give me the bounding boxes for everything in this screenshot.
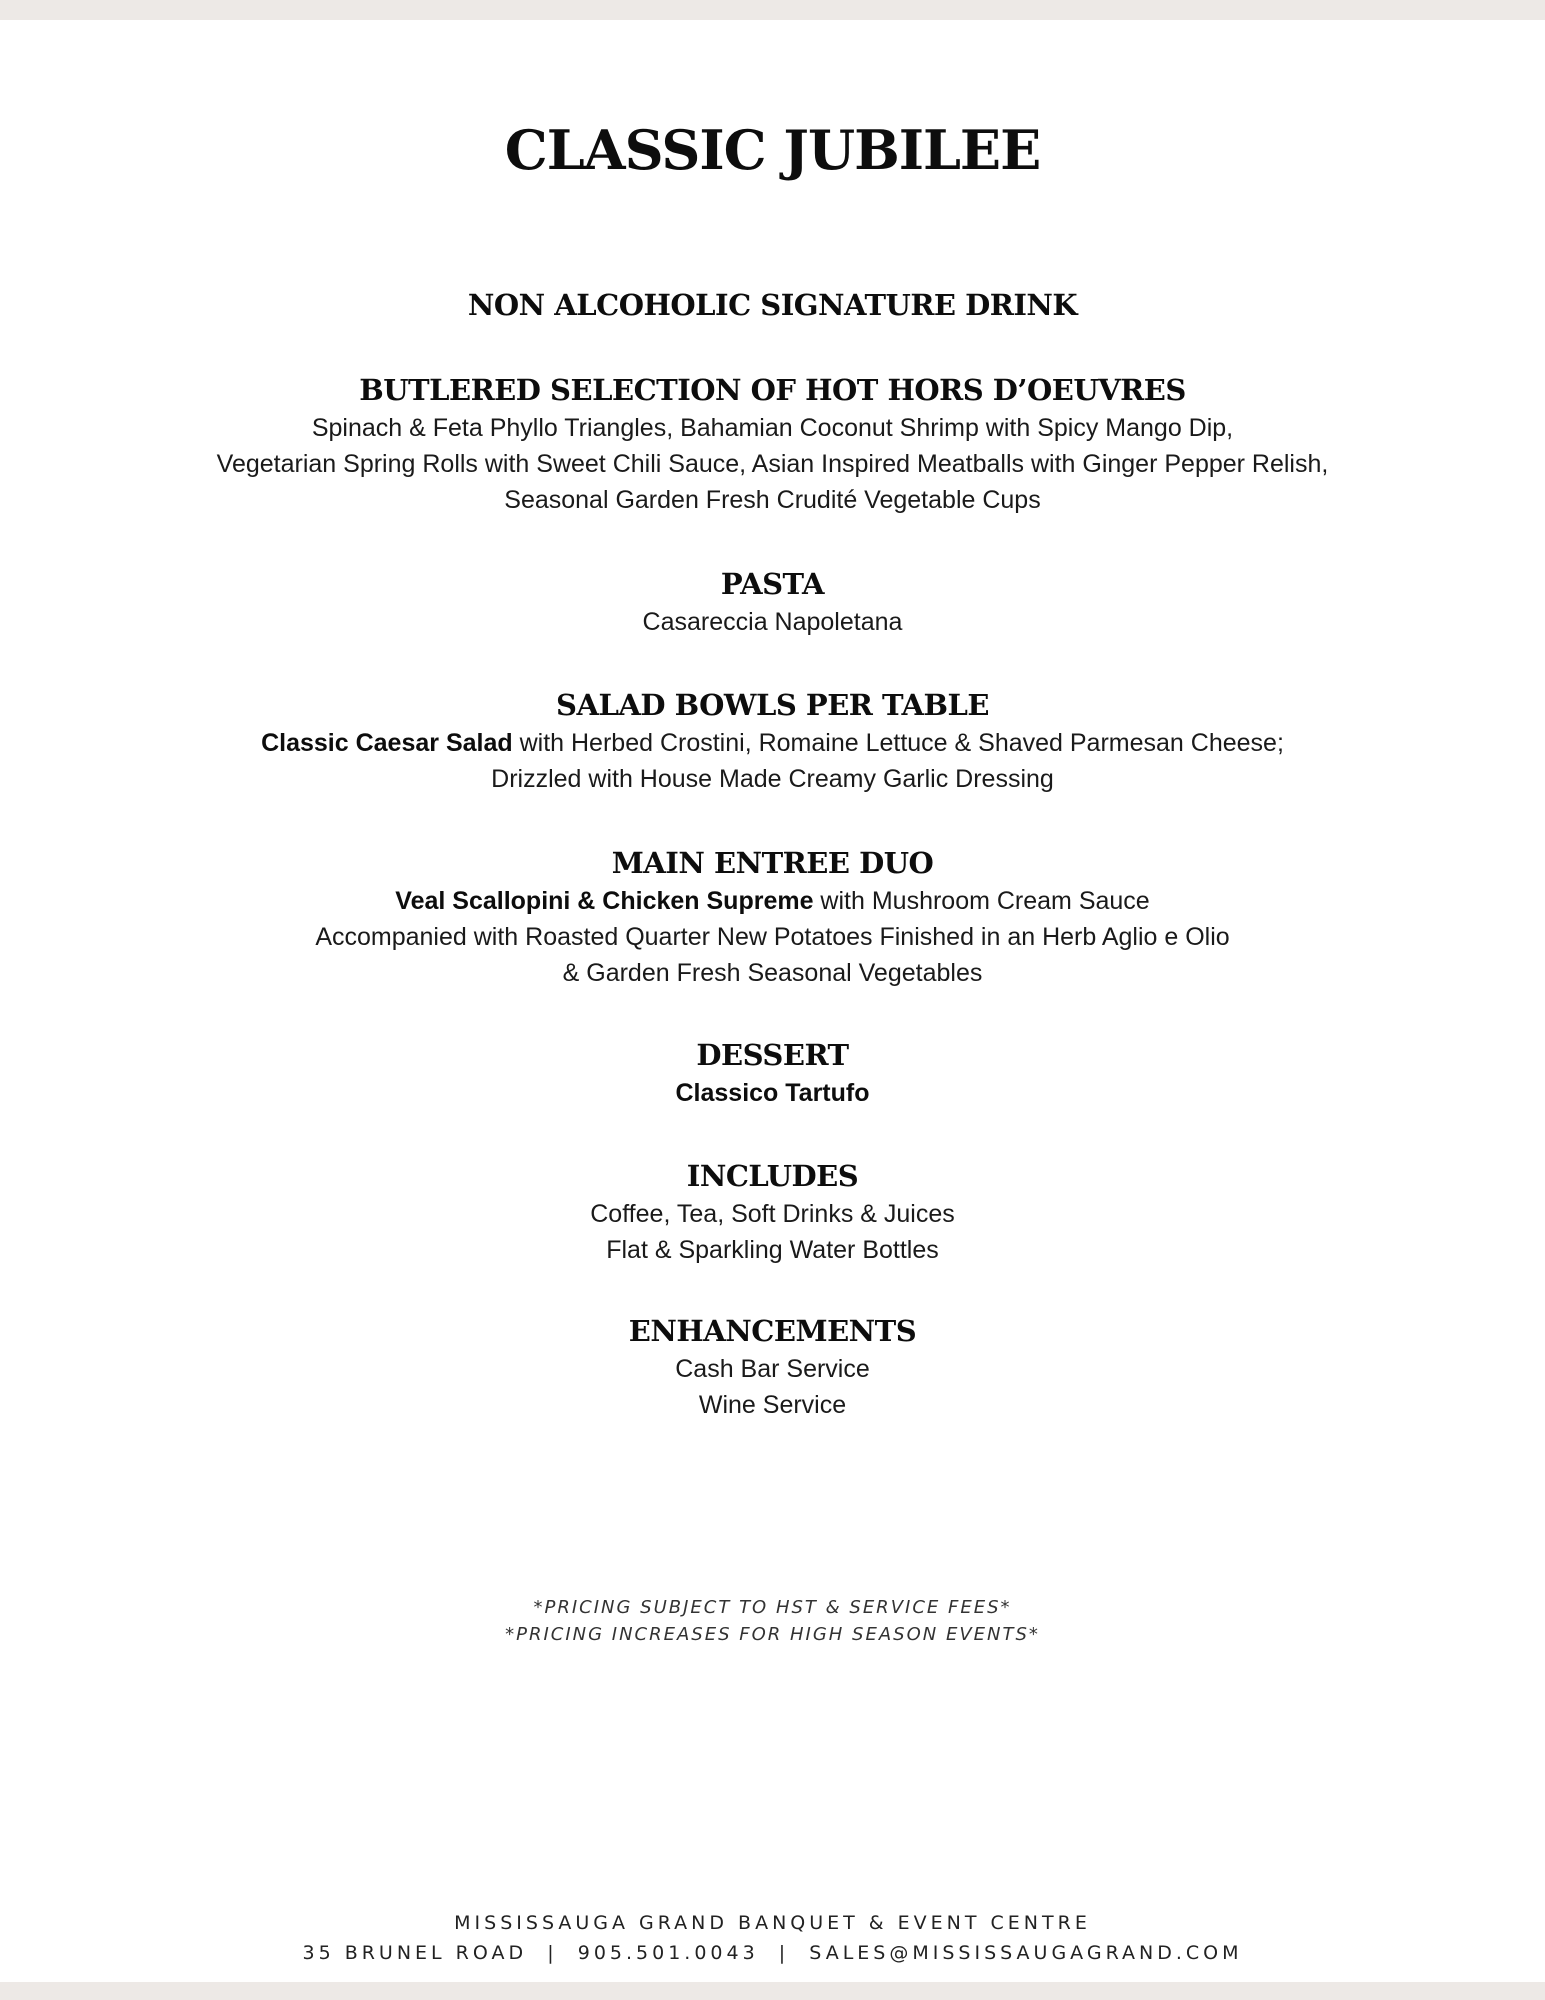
menu-page bbox=[0, 20, 1545, 1982]
signature-drink-heading: NON ALCOHOLIC SIGNATURE DRINK bbox=[467, 288, 1078, 322]
footer-contact bbox=[0, 1938, 1545, 1968]
enhancements-line: Cash Bar Service bbox=[675, 1355, 870, 1383]
enhancements-line: Wine Service bbox=[698, 1391, 847, 1419]
pasta-heading: PASTA bbox=[720, 567, 825, 601]
hors-doeuvres-line: Vegetarian Spring Rolls with Sweet Chili Sauce, Asian Inspired Meatballs with Ginger Pepper Relish, bbox=[216, 450, 1329, 478]
salad-item-description: with Herbed Crostini, Romaine Lettuce & Shaved Parmesan Cheese; bbox=[512, 729, 1284, 757]
main-entree-line-1 bbox=[0, 883, 1545, 919]
enhancements-section bbox=[0, 1311, 1545, 1423]
main-entree-heading: MAIN ENTREE DUO bbox=[611, 846, 934, 880]
pricing-note: *PRICING INCREASES FOR HIGH SEASON EVENTS* bbox=[505, 1624, 1040, 1645]
footer-email: SALES@MISSISSAUGAGRAND.COM bbox=[809, 1942, 1243, 1964]
footer-separator: | bbox=[547, 1942, 558, 1964]
hors-doeuvres-line: Seasonal Garden Fresh Crudité Vegetable Cups bbox=[504, 486, 1041, 514]
pricing-notes bbox=[0, 1594, 1545, 1648]
salad-heading: SALAD BOWLS PER TABLE bbox=[556, 688, 989, 722]
footer bbox=[0, 1908, 1545, 1968]
salad-line-2: Drizzled with House Made Creamy Garlic Dressing bbox=[491, 765, 1054, 793]
dessert-heading: DESSERT bbox=[696, 1038, 849, 1072]
enhancements-heading: ENHANCEMENTS bbox=[628, 1314, 917, 1348]
footer-address: 35 BRUNEL ROAD bbox=[302, 1942, 528, 1964]
hors-doeuvres-heading: BUTLERED SELECTION OF HOT HORS D’OEUVRES bbox=[359, 373, 1186, 407]
includes-section bbox=[0, 1156, 1545, 1268]
hors-doeuvres-line: Spinach & Feta Phyllo Triangles, Bahamian Coconut Shrimp with Spicy Mango Dip, bbox=[311, 414, 1234, 442]
main-entree-line-2: Accompanied with Roasted Quarter New Potatoes Finished in an Herb Aglio e Olio bbox=[315, 923, 1230, 951]
pasta-section bbox=[0, 564, 1545, 640]
main-entree-line-3: & Garden Fresh Seasonal Vegetables bbox=[562, 959, 983, 987]
signature-drink-section bbox=[0, 285, 1545, 325]
pasta-item: Casareccia Napoletana bbox=[642, 608, 903, 636]
dessert-section bbox=[0, 1035, 1545, 1111]
includes-line: Flat & Sparkling Water Bottles bbox=[606, 1236, 939, 1264]
includes-heading: INCLUDES bbox=[686, 1159, 859, 1193]
hors-doeuvres-section bbox=[0, 370, 1545, 518]
footer-venue: MISSISSAUGA GRAND BANQUET & EVENT CENTRE bbox=[454, 1912, 1091, 1934]
footer-phone: 905.501.0043 bbox=[577, 1942, 759, 1964]
main-entree-item-description: with Mushroom Cream Sauce bbox=[813, 887, 1150, 915]
main-entree-section bbox=[0, 843, 1545, 991]
salad-line-1 bbox=[0, 725, 1545, 761]
dessert-item: Classico Tartufo bbox=[675, 1079, 870, 1107]
includes-line: Coffee, Tea, Soft Drinks & Juices bbox=[590, 1200, 955, 1228]
footer-separator: | bbox=[778, 1942, 790, 1964]
main-entree-item-name: Veal Scallopini & Chicken Supreme bbox=[395, 887, 814, 915]
salad-item-name: Classic Caesar Salad bbox=[261, 729, 513, 757]
menu-title: CLASSIC JUBILEE bbox=[504, 118, 1041, 182]
pricing-note: *PRICING SUBJECT TO HST & SERVICE FEES* bbox=[533, 1597, 1012, 1618]
salad-section bbox=[0, 685, 1545, 797]
